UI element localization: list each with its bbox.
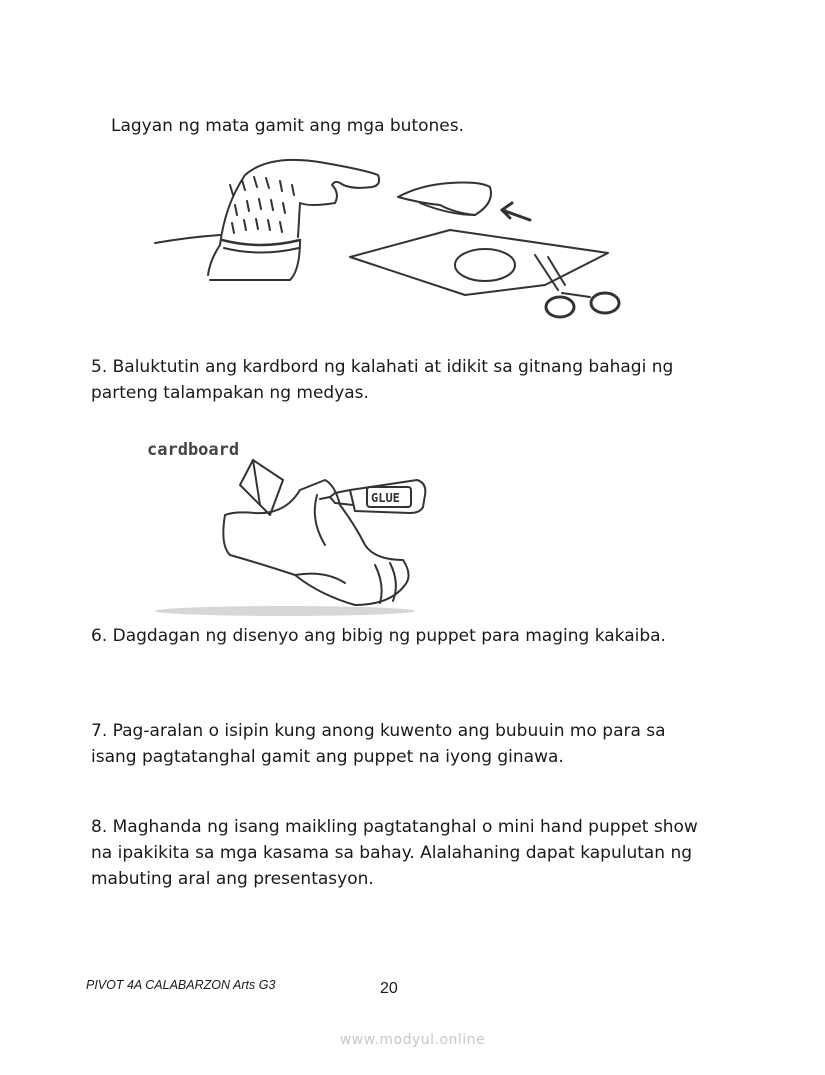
folded-cardboard-icon: [240, 460, 283, 515]
instruction-step-7: 7. Pag-aralan o isipin kung anong kuwento ang bubuuin mo para sa isang pagtatanghal gamit ang puppet na iyong ginawa.: [91, 721, 666, 767]
cardboard-cutout-icon: [350, 183, 608, 296]
watermark: www.modyul.online: [339, 1032, 486, 1048]
instruction-step-8: 8. Maghanda ng isang maikling pagtatanghal o mini hand puppet show na ipakikita sa mga kasama sa bahay. Alalahaning dapat kapulutan ng mabuting aral ang presentasyon.: [91, 817, 698, 889]
instruction-intro: Lagyan ng mata gamit ang mga butones.: [111, 116, 465, 136]
scissors-icon: [535, 255, 619, 317]
instruction-step-6: 6. Dagdagan ng disenyo ang bibig ng puppet para maging kakaiba.: [91, 626, 666, 646]
page-number: 20: [380, 980, 398, 997]
sock-cutout-illustration: [150, 145, 630, 330]
cardboard-label: cardboard: [147, 440, 240, 460]
glue-label: GLUE: [371, 491, 400, 505]
sock-glue-illustration: [135, 435, 435, 620]
glue-bottle-icon: [320, 480, 425, 513]
sock-puppet-icon: [155, 160, 379, 280]
instruction-step-5: 5. Baluktutin ang kardbord ng kalahati at idikit sa gitnang bahagi ng parteng talampakan ng medyas.: [91, 357, 674, 403]
ground-shadow: [155, 606, 415, 616]
footer-module-label: PIVOT 4A CALABARZON Arts G3: [86, 978, 276, 992]
arrow-icon: [502, 203, 530, 220]
